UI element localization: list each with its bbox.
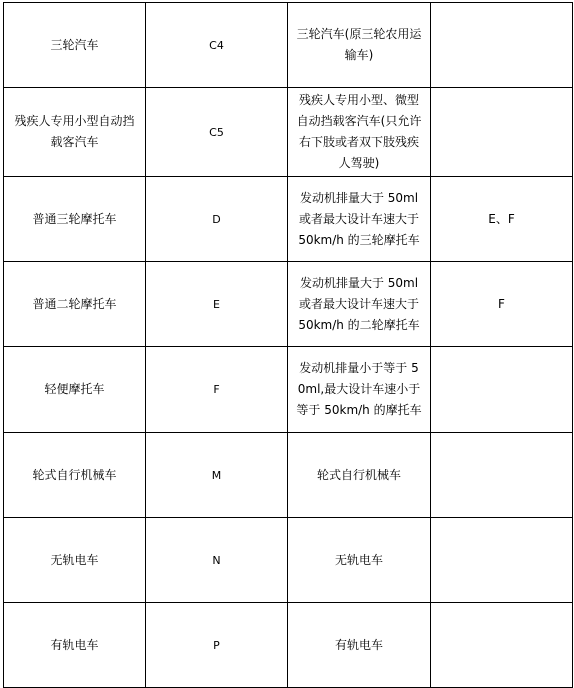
license-code-cell: E: [146, 262, 288, 347]
permitted-classes-cell: F: [431, 262, 573, 347]
permitted-classes-cell: E、F: [431, 177, 573, 262]
permitted-classes-cell: [431, 347, 573, 433]
table-row: [4, 347, 573, 433]
vehicle-description-cell: 三轮汽车(原三轮农用运输车): [288, 3, 431, 88]
vehicle-type-cell: 三轮汽车: [4, 3, 146, 88]
vehicle-description-cell: 轮式自行机械车: [288, 433, 431, 518]
vehicle-description-cell: 残疾人专用小型、微型自动挡载客汽车(只允许右下肢或者双下肢残疾人驾驶): [288, 88, 431, 177]
table-row: [4, 518, 573, 603]
table-row: [4, 603, 573, 688]
license-code-cell: P: [146, 603, 288, 688]
license-code-cell: D: [146, 177, 288, 262]
table-row: [4, 3, 573, 88]
license-code-cell: C4: [146, 3, 288, 88]
vehicle-type-cell: 无轨电车: [4, 518, 146, 603]
vehicle-description-cell: 无轨电车: [288, 518, 431, 603]
permitted-classes-cell: [431, 603, 573, 688]
permitted-classes-cell: [431, 433, 573, 518]
table-row: [4, 262, 573, 347]
vehicle-description-cell: 发动机排量大于 50ml 或者最大设计车速大于 50km/h 的二轮摩托车: [288, 262, 431, 347]
permitted-classes-cell: [431, 518, 573, 603]
vehicle-type-cell: 有轨电车: [4, 603, 146, 688]
permitted-classes-cell: [431, 3, 573, 88]
vehicle-type-cell: 残疾人专用小型自动挡载客汽车: [4, 88, 146, 177]
license-code-cell: C5: [146, 88, 288, 177]
table-container: [3, 2, 573, 688]
permitted-classes-cell: [431, 88, 573, 177]
license-code-cell: F: [146, 347, 288, 433]
vehicle-type-cell: 普通三轮摩托车: [4, 177, 146, 262]
vehicle-type-cell: 普通二轮摩托车: [4, 262, 146, 347]
table-row: [4, 177, 573, 262]
vehicle-description-cell: 有轨电车: [288, 603, 431, 688]
vehicle-description-cell: 发动机排量大于 50ml 或者最大设计车速大于 50km/h 的三轮摩托车: [288, 177, 431, 262]
license-code-cell: N: [146, 518, 288, 603]
table-row: [4, 88, 573, 177]
license-class-table: [3, 2, 573, 688]
vehicle-description-cell: 发动机排量小于等于 50ml,最大设计车速小于等于 50km/h 的摩托车: [288, 347, 431, 433]
vehicle-type-cell: 轮式自行机械车: [4, 433, 146, 518]
license-code-cell: M: [146, 433, 288, 518]
vehicle-type-cell: 轻便摩托车: [4, 347, 146, 433]
table-row: [4, 433, 573, 518]
